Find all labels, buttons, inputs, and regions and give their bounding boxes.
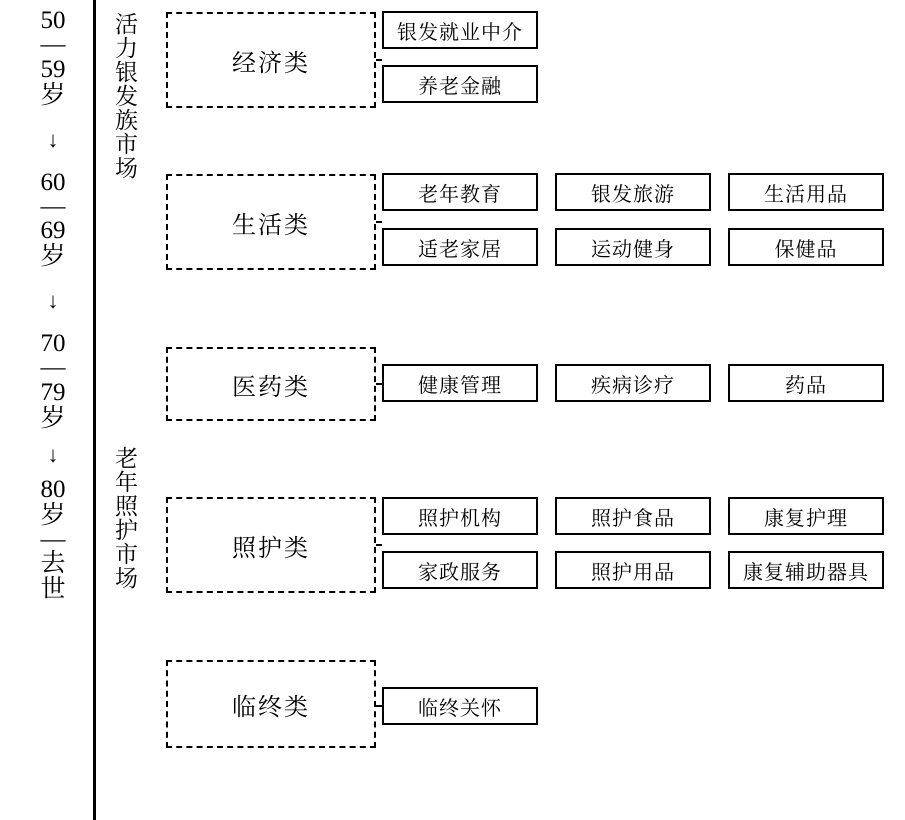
item-box[interactable]: 疾病诊疗 [555,364,711,402]
item-box[interactable]: 药品 [728,364,884,402]
age-axis-token: 69 [40,217,66,244]
item-box[interactable]: 生活用品 [728,173,884,211]
item-box[interactable]: 银发旅游 [555,173,711,211]
age-axis-token: — [40,354,66,381]
age-axis-token: — [40,192,66,220]
item-box[interactable]: 健康管理 [382,364,538,402]
connector-living [376,221,382,223]
age-axis-token: 60 [40,168,66,196]
age-axis-token: 去 [40,550,66,577]
age-axis-token: 岁 [40,404,66,432]
item-box[interactable]: 运动健身 [555,228,711,266]
age-axis-token: 70 [40,330,66,357]
market-label-elderly-care: 老年照护市场 [112,446,137,590]
age-axis-token: 世 [40,576,66,603]
age-axis-token: 79 [40,378,66,406]
age-axis-token: 50 [40,7,66,34]
category-box-care[interactable]: 照护类 [166,497,376,593]
item-box[interactable]: 银发就业中介 [382,11,538,49]
axis-divider [93,0,96,820]
item-box[interactable]: 养老金融 [382,65,538,103]
age-axis-arrow-icon: ↓ [47,126,59,152]
item-box[interactable]: 老年教育 [382,173,538,211]
item-box[interactable]: 保健品 [728,228,884,266]
age-axis-token: 岁 [40,81,66,109]
item-box[interactable]: 照护机构 [382,497,538,535]
age-axis-token: 岁 [40,243,66,270]
market-label-vitality: 活力银发族市场 [112,12,137,180]
age-axis-token: 59 [40,55,66,83]
age-axis-token: — [40,31,66,58]
age-axis-token: — [40,525,66,553]
item-box[interactable]: 临终关怀 [382,687,538,725]
item-box[interactable]: 适老家居 [382,228,538,266]
age-axis [22,8,84,812]
item-box[interactable]: 康复辅助器具 [728,551,884,589]
connector-care [376,544,382,546]
category-box-living[interactable]: 生活类 [166,174,376,270]
connector-economy [376,59,382,61]
age-axis-token: 岁 [40,501,66,529]
category-box-end-of-life[interactable]: 临终类 [166,660,376,748]
item-box[interactable]: 照护用品 [555,551,711,589]
age-axis-arrow-icon: ↓ [47,441,59,467]
item-box[interactable]: 照护食品 [555,497,711,535]
category-box-economy[interactable]: 经济类 [166,12,376,108]
category-box-medicine[interactable]: 医药类 [166,347,376,421]
age-axis-token: 80 [40,475,66,503]
age-axis-arrow-icon: ↓ [47,288,59,313]
item-box[interactable]: 家政服务 [382,551,538,589]
item-box[interactable]: 康复护理 [728,497,884,535]
